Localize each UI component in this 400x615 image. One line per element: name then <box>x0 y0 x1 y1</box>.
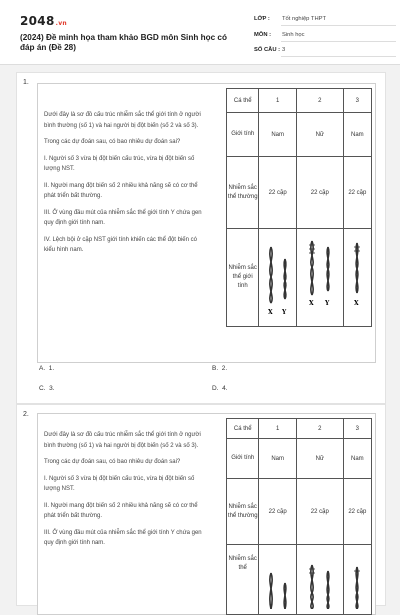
meta-class <box>254 16 326 22</box>
option-d[interactable] <box>212 385 228 392</box>
table-cell: 22 cặp <box>296 479 343 545</box>
chromosome-xy-diagram <box>300 237 340 317</box>
logo-suffix: .vn <box>55 20 67 27</box>
question-card-2 <box>16 404 386 606</box>
table-cell: 22 cặp <box>343 157 371 229</box>
question-text <box>44 110 209 262</box>
table-row-label: Giới tính <box>227 439 259 479</box>
meta-count <box>254 47 285 53</box>
table-header-cell: Cá thể <box>227 419 259 439</box>
question-paragraph: IV. Lệch bội ở cặp NST giới tính khiến các thể đột biến có kiểu hình nam. <box>44 236 197 253</box>
question-number: 1. <box>23 79 29 86</box>
question-paragraph: III. Ở vùng đầu mút của nhiễm sắc thể giới tính Y chứa gen quy định giới tính nam. <box>44 209 202 226</box>
question-body <box>37 83 376 363</box>
chromosome-cell <box>343 545 371 615</box>
table-cell: Nam <box>343 113 371 157</box>
question-paragraph: III. Ở vùng đầu mút của nhiễm sắc thể giới tính Y chứa gen quy định giới tính nam. <box>44 529 202 546</box>
question-paragraph: I. Người số 3 vừa bị đột biến cấu trúc, vừa bị đột biến số lượng NST. <box>44 475 195 492</box>
table-header-cell: 2 <box>296 89 343 113</box>
question-card-1 <box>16 72 386 404</box>
table-header-cell: 2 <box>296 419 343 439</box>
logo-text: 2048 <box>20 14 55 28</box>
site-logo[interactable] <box>20 14 67 28</box>
chromosome-label: Y <box>324 299 330 307</box>
meta-class-value: Tốt nghiệp THPT <box>282 16 327 22</box>
chromosome-label: Y <box>281 308 286 316</box>
table-cell: Nam <box>343 439 371 479</box>
table-cell: Nam <box>259 113 296 157</box>
question-paragraph: Trong các dự đoán sau, có bao nhiêu dự đoán sai? <box>44 139 181 145</box>
meta-class-key: LỚP : <box>254 16 270 22</box>
table-cell: Nữ <box>296 439 343 479</box>
table-row-label: Nhiễm sắc thể thường <box>227 157 259 229</box>
meta-divider <box>281 41 396 42</box>
chromosome-cell <box>343 229 371 327</box>
option-c[interactable] <box>39 385 55 392</box>
option-text: 3. <box>49 385 55 392</box>
meta-subject-key: MÔN : <box>254 32 272 38</box>
table-row-label: Nhiễm sắc thể thường <box>227 479 259 545</box>
table-row-label: Nhiễm sắc thể <box>227 545 259 615</box>
option-text: 4. <box>222 385 228 392</box>
chromosome-label: X <box>354 299 359 307</box>
page-header <box>0 0 400 65</box>
option-text: 1. <box>48 365 55 372</box>
chromosome-label: X <box>267 308 273 316</box>
question-paragraph: Trong các dự đoán sau, có bao nhiêu dự đoán sai? <box>44 459 181 465</box>
chromosome-cell <box>259 545 296 615</box>
table-row-label: Giới tính <box>227 113 259 157</box>
table-cell: Nữ <box>296 113 343 157</box>
meta-count-value: 3 <box>282 47 286 53</box>
table-cell: 22 cặp <box>259 157 296 229</box>
option-letter: C. <box>39 385 46 392</box>
meta-subject <box>254 32 305 38</box>
question-paragraph: II. Người mang đột biến số 2 nhiều khả năng sẽ có cơ thể phát triển bất thường. <box>44 502 198 519</box>
question-number: 2. <box>23 411 29 418</box>
question-body <box>37 413 376 615</box>
chromosome-cell <box>296 229 343 327</box>
question-paragraph: II. Người mang đột biến số 2 nhiều khả năng sẽ có cơ thể phát triển bất thường. <box>44 182 198 199</box>
table-header-cell: 3 <box>343 419 371 439</box>
question-paragraph: Dưới đây là sơ đồ cấu trúc nhiễm sắc thể giới tính ở người bình thường (số 1) và hai người bị đột biến (số 2 và số 3). <box>44 112 201 129</box>
data-table <box>226 88 372 327</box>
chromosome-xy-diagram <box>261 237 295 317</box>
chromosome-cell <box>296 545 343 615</box>
option-a[interactable] <box>39 365 54 372</box>
table-cell: 22 cặp <box>296 157 343 229</box>
table-header-cell: Cá thể <box>227 89 259 113</box>
table-header-cell: 1 <box>259 419 296 439</box>
option-b[interactable] <box>212 365 227 372</box>
table-cell: 22 cặp <box>259 479 296 545</box>
table-row-label: Nhiễm sắc thể giới tính <box>227 229 259 327</box>
table-header-cell: 3 <box>343 89 371 113</box>
question-text <box>44 430 209 555</box>
data-table <box>226 418 372 615</box>
question-paragraph: Dưới đây là sơ đồ cấu trúc nhiễm sắc thể giới tính ở người bình thường (số 1) và hai người bị đột biến (số 2 và số 3). <box>44 432 201 449</box>
question-paragraph: I. Người số 3 vừa bị đột biến cấu trúc, vừa bị đột biến số lượng NST. <box>44 155 195 172</box>
option-text: 2. <box>221 365 228 372</box>
chromosome-x-diagram <box>345 237 369 317</box>
meta-subject-value: Sinh học <box>282 32 305 38</box>
option-letter: A. <box>39 365 46 372</box>
meta-divider <box>281 56 396 57</box>
page-title: (2024) Đề minh họa tham khảo BGD môn Sinh học có đáp án (Đề 28) <box>20 33 227 52</box>
meta-count-key: SỐ CÂU : <box>254 47 281 53</box>
meta-divider <box>281 25 396 26</box>
option-letter: D. <box>212 385 219 392</box>
table-header-cell: 1 <box>259 89 296 113</box>
chromosome-label: X <box>308 299 314 307</box>
chromosome-cell <box>259 229 296 327</box>
table-cell: Nam <box>259 439 296 479</box>
table-cell: 22 cặp <box>343 479 371 545</box>
option-letter: B. <box>212 365 219 372</box>
